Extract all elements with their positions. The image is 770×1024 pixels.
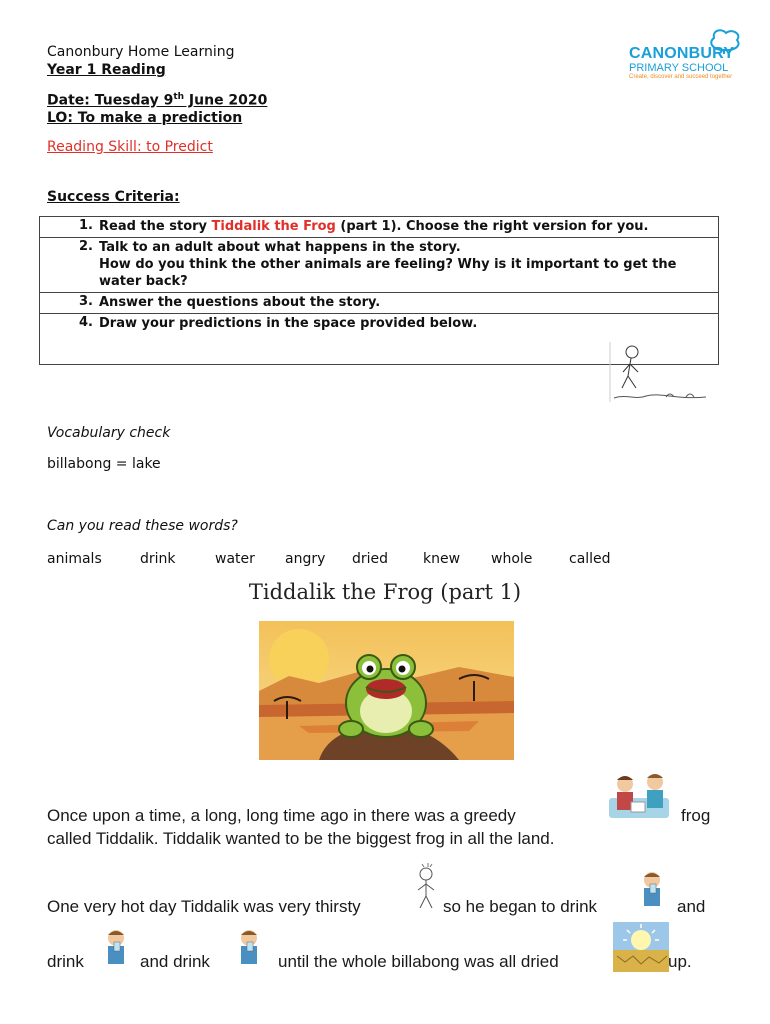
subject-title: Year 1 Reading — [47, 62, 166, 78]
boy-drinking-icon — [100, 928, 132, 970]
dried-land-icon — [613, 922, 669, 972]
criteria-text-pre: Read the story — [99, 219, 212, 234]
boy-drinking-icon — [636, 870, 668, 912]
criteria-number: 2. — [79, 239, 93, 254]
criteria-row — [40, 314, 718, 334]
vocabulary-heading: Vocabulary check — [47, 425, 171, 441]
criteria-text-line: How do you think the other animals are feeling? Why is it important to get the water back? — [99, 257, 677, 289]
criteria-number: 4. — [79, 315, 93, 330]
story-paragraph-3-part-4: up. — [668, 952, 692, 971]
story-paragraph-1-word: frog — [681, 806, 711, 825]
reading-skill: Reading Skill: to Predict — [47, 139, 213, 155]
word-item: drink — [140, 551, 176, 567]
word-item: water — [215, 551, 255, 567]
story-paragraph-2-part-3: and — [677, 897, 706, 916]
logo-subname: PRIMARY SCHOOL — [629, 62, 729, 74]
criteria-text — [99, 218, 718, 235]
frog-illustration — [259, 621, 514, 760]
date-line — [47, 92, 267, 109]
criteria-text-line: Talk to an adult about what happens in the story. — [99, 240, 461, 255]
criteria-text: Draw your predictions in the space provided below. — [99, 316, 478, 331]
word-item: whole — [491, 551, 533, 567]
boy-drinking-icon — [233, 928, 265, 970]
criteria-number: 3. — [79, 294, 93, 309]
story-title: Tiddalik the Frog (part 1) — [248, 580, 522, 604]
story-paragraph-3-part-2: and drink — [140, 952, 210, 971]
criteria-text: Answer the questions about the story. — [99, 295, 381, 310]
criteria-row — [40, 293, 718, 314]
criteria-number: 1. — [79, 218, 93, 233]
story-paragraph-2-part-2: so he began to drink — [443, 897, 598, 916]
read-words-heading: Can you read these words? — [47, 518, 238, 534]
word-item: animals — [47, 551, 102, 567]
word-item: angry — [285, 551, 326, 567]
school-logo — [626, 30, 746, 82]
children-eating-icon — [607, 772, 675, 822]
school-line: Canonbury Home Learning — [47, 44, 235, 60]
story-paragraph-1-line-1: Once upon a time, a long, long time ago in there was a greedy — [47, 806, 516, 825]
story-paragraph-3-part-1: drink — [47, 952, 84, 971]
logo-name: CANONBURY — [629, 45, 735, 62]
success-criteria-heading: Success Criteria: — [47, 189, 180, 205]
word-item: knew — [423, 551, 461, 567]
criteria-row — [40, 238, 718, 293]
word-item: called — [569, 551, 611, 567]
story-name-highlight: Tiddalik the Frog — [211, 219, 336, 234]
story-paragraph-3-part-3: until the whole billabong was all dried — [278, 952, 559, 971]
vocabulary-definition: billabong = lake — [47, 456, 161, 472]
criteria-text — [99, 239, 718, 290]
thirsty-figure-icon — [412, 862, 440, 912]
learning-objective: LO: To make a prediction — [47, 110, 243, 126]
logo-tagline: Create, discover and succeed together — [629, 74, 733, 80]
date-sup: th — [173, 92, 185, 102]
criteria-text-post: (part 1). Choose the right version for you. — [335, 219, 649, 234]
date-suffix: June 2020 — [184, 92, 268, 109]
story-paragraph-2-part-1: One very hot day Tiddalik was very thirsty — [47, 897, 361, 916]
walking-figure-icon — [606, 342, 712, 406]
date-prefix: Date: Tuesday 9 — [47, 92, 174, 109]
criteria-row — [40, 217, 718, 238]
story-paragraph-1-line-2: called Tiddalik. Tiddalik wanted to be the biggest frog in all the land. — [47, 829, 555, 848]
word-item: dried — [352, 551, 389, 567]
